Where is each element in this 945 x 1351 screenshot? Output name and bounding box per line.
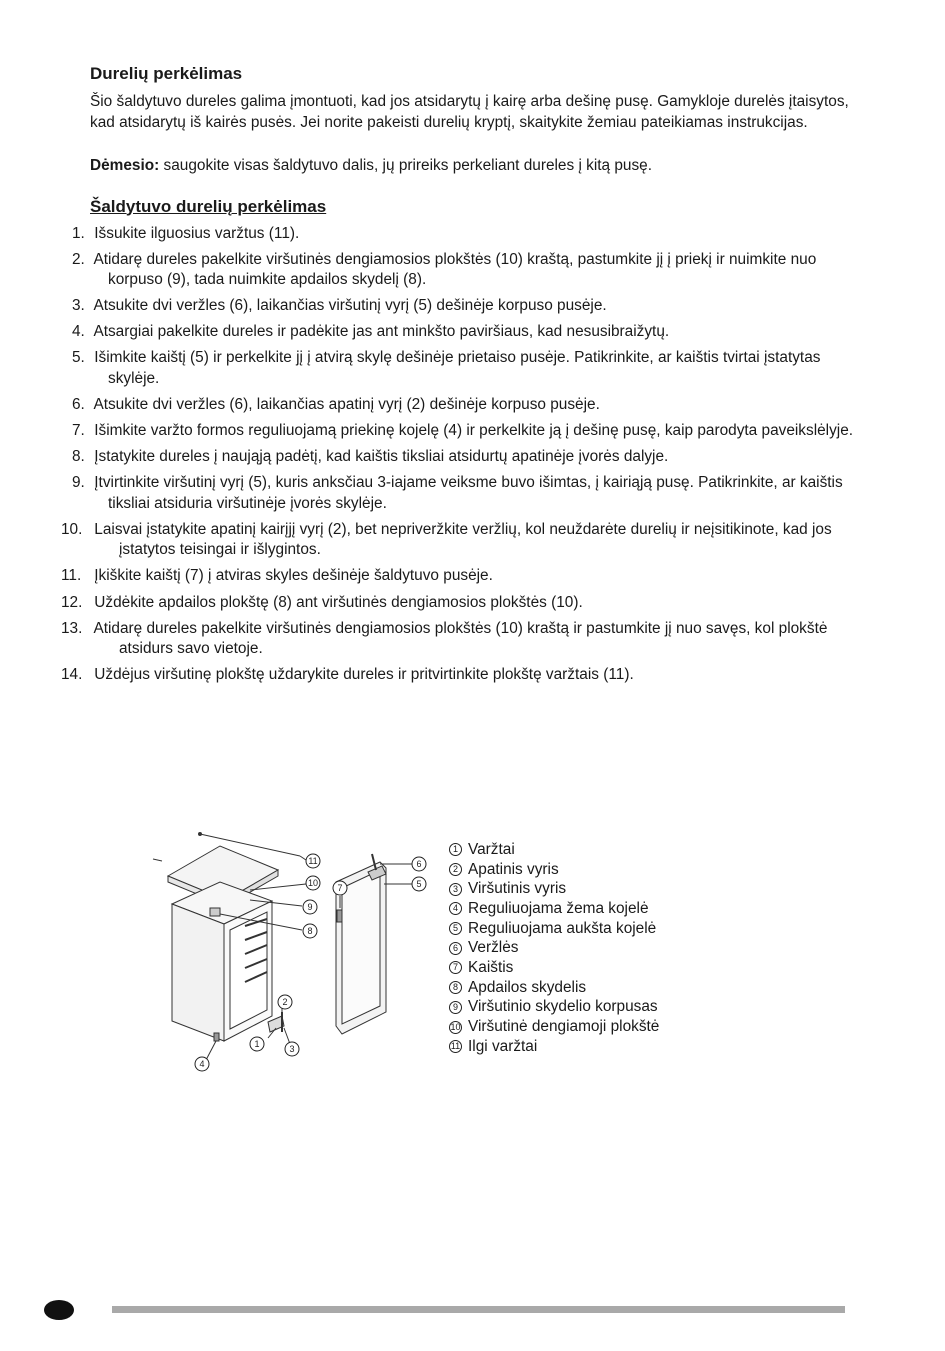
svg-text:6: 6 [416, 859, 422, 869]
callout-7 [333, 881, 347, 895]
legend-item: 1 Varžtai [449, 840, 659, 860]
steps-list [61, 224, 860, 686]
attention-text: saugokite visas šaldytuvo dalis, jų prireiks perkeliant dureles į kitą pusę. [159, 157, 653, 174]
cabinet-side [172, 904, 224, 1041]
callout-4 [195, 1057, 209, 1071]
legend-item: 6 Veržlės [449, 938, 659, 958]
callout-9 [303, 900, 317, 914]
pin [337, 910, 342, 922]
step-item: 7. Išimkite varžto formos reguliuojamą priekinę kojelę (4) ir perkelkite ją į dešinę pusę, kaip parodyta paveikslėlyje. [72, 422, 854, 440]
footer-bar [112, 1306, 845, 1313]
callout-5 [412, 877, 426, 891]
callout-2 [278, 995, 292, 1009]
step-item: 1. Išsukite ilguosius varžtus (11). [72, 224, 300, 242]
callout-1 [250, 1037, 264, 1051]
foot [214, 1033, 219, 1041]
step-item: 3. Atsukite dvi veržles (6), laikančias viršutinį vyrį (5) dešinėje korpuso pusėje. [72, 297, 607, 315]
intro-paragraph: Šio šaldytuvo dureles galima įmontuoti, kad jos atsidarytų į kairę arba dešinę pusę. Gamykloje durelės įtaisytos, kad atsidarytų iš kairės pusės. Jei norite pakeisti durelių kryptį, skaitykite žemiau pateikiamas instrukcijas. [90, 93, 849, 131]
callout-6 [412, 857, 426, 871]
screw-icon [199, 833, 202, 836]
svg-text:4: 4 [199, 1059, 205, 1069]
callout-8 [303, 924, 317, 938]
subsection-title: Šaldytuvo durelių perkėlimas [90, 196, 327, 216]
step-item: 13. Atidarę dureles pakelkite viršutinės dengiamosios plokštės (10) kraštą ir pastumkite jį nuo savęs, kol plokštė atsidurs savo vietoje. [61, 619, 828, 658]
legend-item: 2 Apatinis vyris [449, 860, 659, 880]
callout-3 [285, 1042, 299, 1056]
fridge-door-diagram [150, 826, 450, 1076]
step-item: 6. Atsukite dvi veržles (6), laikančias apatinį vyrį (2) dešinėje korpuso pusėje. [72, 395, 600, 413]
svg-text:10: 10 [307, 878, 319, 888]
legend-item: 11 Ilgi varžtai [450, 1037, 538, 1055]
svg-text:2: 2 [282, 997, 288, 1007]
svg-text:11: 11 [308, 856, 318, 866]
step-item: 14. Uždėjus viršutinę plokštę uždarykite dureles ir pritvirtinkite plokštę varžtais (11). [61, 666, 634, 684]
legend-item: 7 Kaištis [449, 958, 659, 978]
step-item: 8. Įstatykite dureles į naująją padėtį, kad kaištis tiksliai atsidurtų apatinėje įvorės dalyje. [72, 448, 669, 466]
step-item: 11. Įkiškite kaištį (7) į atviras skyles dešinėje šaldytuvo pusėje. [61, 567, 493, 585]
svg-text:5: 5 [416, 879, 422, 889]
step-item: 10. Laisvai įstatykite apatinį kairįjį vyrį (2), bet nepriveržkite veržlių, kol neuždarėte durelių ir neįsitikinote, kad jos įstatytos teisingai ir išlygintos. [61, 520, 832, 559]
svg-text:8: 8 [307, 926, 313, 936]
legend-item: 8 Apdailos skydelis [449, 978, 659, 998]
screw-icon-left [153, 859, 162, 861]
legend-item: 9 Viršutinio skydelio korpusas [449, 998, 659, 1018]
legend-item: 5 Reguliuojama aukšta kojelė [449, 919, 659, 939]
svg-text:7: 7 [337, 883, 343, 893]
step-item: 5. Išimkite kaištį (5) ir perkelkite jį į atvirą skylę dešinėje prietaiso pusėje. Patikrinkite, ar kaištis tvirtai įstatytas skylėje. [72, 349, 821, 387]
callout-10 [306, 876, 320, 890]
legend-item: 10 Viršutinė dengiamoji plokštė [450, 1018, 660, 1036]
svg-text:9: 9 [307, 902, 313, 912]
legend-item: 4 Reguliuojama žema kojelė [449, 899, 659, 919]
svg-text:1: 1 [254, 1039, 260, 1049]
step-item: 9. Įtvirtinkite viršutinį vyrį (5), kuris anksčiau 3-iajame veiksme buvo išimtas, į kairiąją pusę. Patikrinkite, ar kaištis tiksliai atsiduria viršutinėje įvorės skylėje. [72, 474, 843, 512]
page-content [61, 62, 860, 691]
section-title: Durelių perkėlimas [90, 64, 243, 83]
step-item: 4. Atsargiai pakelkite dureles ir padėkite jas ant minkšto paviršiaus, kad nesusibraižytų. [72, 323, 670, 341]
page-marker [44, 1300, 74, 1320]
step-item: 12. Uždėkite apdailos plokštę (8) ant viršutinės dengiamosios plokštės (10). [61, 593, 583, 611]
diagram-legend [449, 840, 659, 1057]
attention-paragraph [90, 156, 860, 177]
legend-item: 3 Viršutinis vyris [449, 879, 659, 899]
callout-11 [306, 854, 320, 868]
top-hinge [210, 908, 220, 916]
svg-text:3: 3 [289, 1044, 295, 1054]
step-item: 2. Atidarę dureles pakelkite viršutinės dengiamosios plokštės (10) kraštą, pastumkite jį į priekį ir nuimkite nuo korpuso (9), tada nuimkite apdailos skydelį (8). [72, 250, 817, 289]
attention-label: Dėmesio: [90, 157, 160, 174]
